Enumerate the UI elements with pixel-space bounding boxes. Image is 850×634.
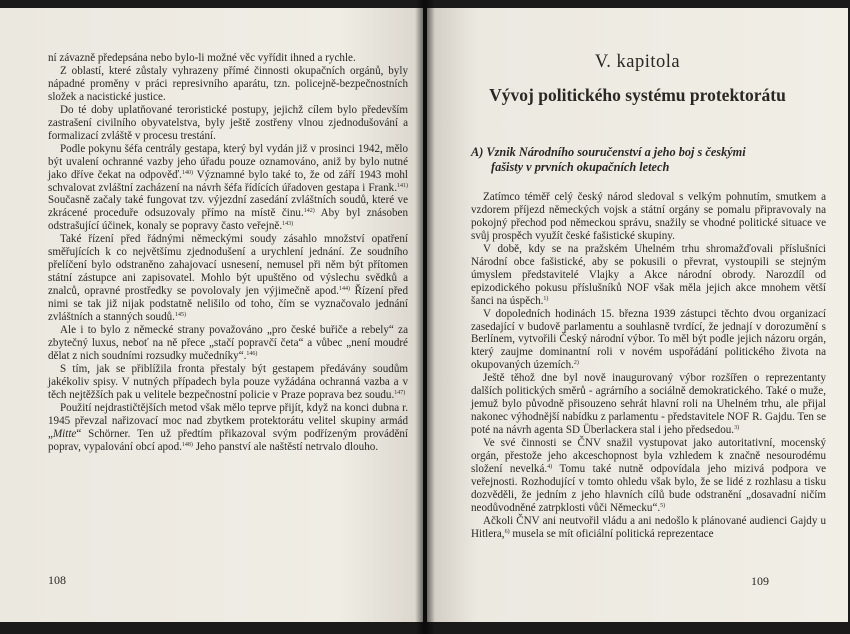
- footnote-ref: 3): [734, 425, 740, 432]
- text-run: Zatímco téměř celý český národ sledoval s velkým pohnutím, smutkem a vzdorem příjezd německých vojsk a státní orgány se pomalu připravovaly na pokojný přechod pod německou správu, snažily se vhodné politické situace ve svůj prospěch využít české fašistické skupiny.: [471, 191, 826, 242]
- text-run: Do té doby uplatňované teroristické postupy, jejichž cílem bylo především zastrašení civilního obyvatelstva, byly ještě zostřeny vlnou zjednodušování a formalizací zvláště v procesu trestání.: [48, 103, 408, 142]
- footnote-ref: 2): [573, 360, 579, 367]
- text-run: V době, kdy se na pražském Uhelném trhu shromažďovali příslušníci Národní obce fašistické, aby se pokusili o převrat, vystoupili se stejným úmyslem představitelé Vlajky a Akce národní obrody. Narozdíl od epizodického pokusu příslušníků NOF však měla jejich akce mnohem větší šanci na úspěch.: [471, 242, 826, 307]
- text-run: Také řízení před řádnými německými soudy zásahlo množství opatření směřujících k co největšímu zjednodušení a urychlení jednání. Ze soudního přelíčení bylo odstraněno zahajovací usnesení, nemusel při něm být přítomen státní zástupce ani zapisovatel. Mohlo být upuštěno od výslechu svědků a znalců, opravné prostředky se povolovaly jen výjimečně apod.: [48, 233, 408, 298]
- section-title-line-1: A) Vznik Národního souručenství a jeho boj s českými: [471, 145, 746, 159]
- text-run: Významné bylo také to, že od září 1943 mohl schvalovat zvláštní zacházení na návrh šéfa řídících úřadoven gestapa i Frank.: [48, 168, 408, 194]
- footnote-ref: 144): [338, 286, 350, 293]
- paragraph: [48, 52, 408, 65]
- section-title-line-2: fašisty v prvních okupačních letech: [491, 160, 670, 174]
- book-gutter-shadow: [415, 0, 435, 634]
- paragraph: [48, 143, 408, 234]
- text-run: Ale i to bylo z německé strany považováno „pro české buřiče a rebely“ za zbytečný luxus, neboť na ně přece „stačí popravčí četa“ a vůbec „není moudré dělat z nich soudními rozsudky mučedníky“.: [48, 324, 408, 362]
- paragraph: [471, 437, 826, 515]
- paragraph: [48, 402, 408, 454]
- italic-text: Mitte: [52, 427, 77, 440]
- paragraph: [471, 308, 826, 373]
- text-run: Jeho panství ale naštěstí netrvalo dlouho.: [192, 440, 379, 453]
- footnote-ref: 142): [303, 208, 315, 215]
- left-page-number: 108: [48, 573, 66, 587]
- footnote-ref: 140): [181, 169, 193, 176]
- text-run: Ještě těhož dne byl nově inaugurovaný výbor rozšířen o reprezentanty dalších politických směrů - agrárního a sociálně demokratického. Také o muže, jemuž bylo původně přisouzeno sehrát hlavní roli na Uhelném trhu, ale přijal nakonec výhodnější nabídku z parlamentu - představitele NOF R. Gajdu. Ten se poté na návrh agenta SD Überlackera stal i jeho předsedou.: [471, 372, 826, 437]
- text-run: V dopoledních hodinách 15. března 1939 zástupci těchto dvou organizací zasedající v budově parlamentu a souhlasně tvrdící, že jednají v dorozumění s Berlínem, vytvořili Český národní výbor. To měl být podle jejich názoru orgán, který zaujme dominantní roli v novém uspořádání politického života na okupovaných územích.: [471, 307, 826, 372]
- paragraph: [48, 104, 408, 143]
- text-run: musela se mít oficiální politická reprezentace: [509, 527, 714, 540]
- footnote-ref: 5): [660, 502, 666, 509]
- right-page: [427, 8, 848, 622]
- footnote-ref: 148): [181, 441, 193, 448]
- section-title: [471, 145, 771, 175]
- text-run: ní závazně předepsána nebo bylo-li možné věc vyřídit ihned a rychle.: [48, 52, 356, 64]
- paragraph: [471, 515, 826, 541]
- paragraph: [48, 65, 408, 104]
- text-run: Použití nejdrastičtějších metod však mělo teprve přijít, když na konci dubna r. 1945 převzal nařizovací moc nad zbytkem protektorátu velitel skupiny armád „: [48, 401, 408, 440]
- text-run: Z oblastí, které zůstaly vyhrazeny přímé činnosti okupačních orgánů, byly nápadné proměny v práci represivního aparátu, tzn. policejně-bezpečnostních složek a nacistické justice.: [48, 64, 408, 103]
- text-run: Podle pokynu šéfa centrály gestapa, který byl vydán již v prosinci 1942, mělo být uvalení ochranné vazby jeho úřadu pouze oznamováno, aniž by bylo nutné jako dříve čekat na odpověď.: [48, 142, 408, 181]
- right-page-body-text: [471, 191, 826, 541]
- right-page-number: 109: [751, 574, 769, 588]
- footnote-ref: 146): [246, 350, 258, 357]
- footnote-ref: 1): [543, 295, 549, 302]
- text-run: Řízení před nimi se tak již nijak podstatně nelišilo od toho, čím se vyznačovalo jednání zvláštních a stanných soudů.: [48, 285, 408, 324]
- text-run: Současně začaly také fungovat tzv. výjezdní zasedání zvláštních soudů, které ve zkrácené proceduře odsuzovaly přímo na místě činu.: [48, 194, 408, 220]
- footnote-ref: 141): [397, 182, 408, 189]
- footnote-ref: 143): [282, 221, 294, 228]
- text-run: Tomu také nutně odpovídala jeho mizivá podpora ve veřejnosti. Rozhodující v tomto ohledu však bylo, že se lidé z rozhlasu a tisku dozvěděli, že jedním z jeho hlavních cílů bude odstranění „dosavadní ničím neodůvodněné zatrpklosti vůči Německu“.: [471, 463, 826, 514]
- text-run: S tím, jak se přiblížila fronta přestaly být gestapem předávány soudům jakékoliv spisy. V nutných případech byla pouze vyžádána ochranná vazba a v těch nejtěžších pak u velitele bezpečnostní policie v Praze poprava bez soudu.: [48, 362, 408, 401]
- text-run: Aby byl znásoben odstrašující účinek, konaly se popravy často veřejně.: [48, 207, 408, 233]
- paragraph: [471, 372, 826, 437]
- paragraph: [471, 191, 826, 243]
- paragraph: [48, 233, 408, 324]
- footnote-ref: 6): [504, 528, 510, 535]
- left-page-body-text: [48, 52, 408, 454]
- footnote-ref: 147): [394, 389, 406, 396]
- paragraph: [48, 363, 408, 402]
- chapter-title: Vývoj politického systému protektorátu: [489, 85, 786, 105]
- footnote-ref: 4): [547, 464, 553, 471]
- text-run: Ve své činnosti se ČNV snažil vystupovat jako autoritativní, mocenský orgán, přestože jeho akceschopnost byla vzhledem k značně nesourodému složení nevelká.: [471, 437, 826, 476]
- text-run: Ačkoli ČNV ani neutvořil vládu a ani nedošlo k plánované audienci Gajdy u Hitlera,: [471, 514, 826, 540]
- footnote-ref: 145): [174, 312, 186, 319]
- paragraph: [48, 324, 408, 363]
- chapter-number: V. kapitola: [594, 52, 681, 72]
- text-run: “ Schörner. Ten už předtím přikazoval svým podřízeným provádění poprav, vypalování obcí apod.: [48, 427, 408, 453]
- paragraph: [471, 243, 826, 308]
- left-page: [0, 8, 423, 622]
